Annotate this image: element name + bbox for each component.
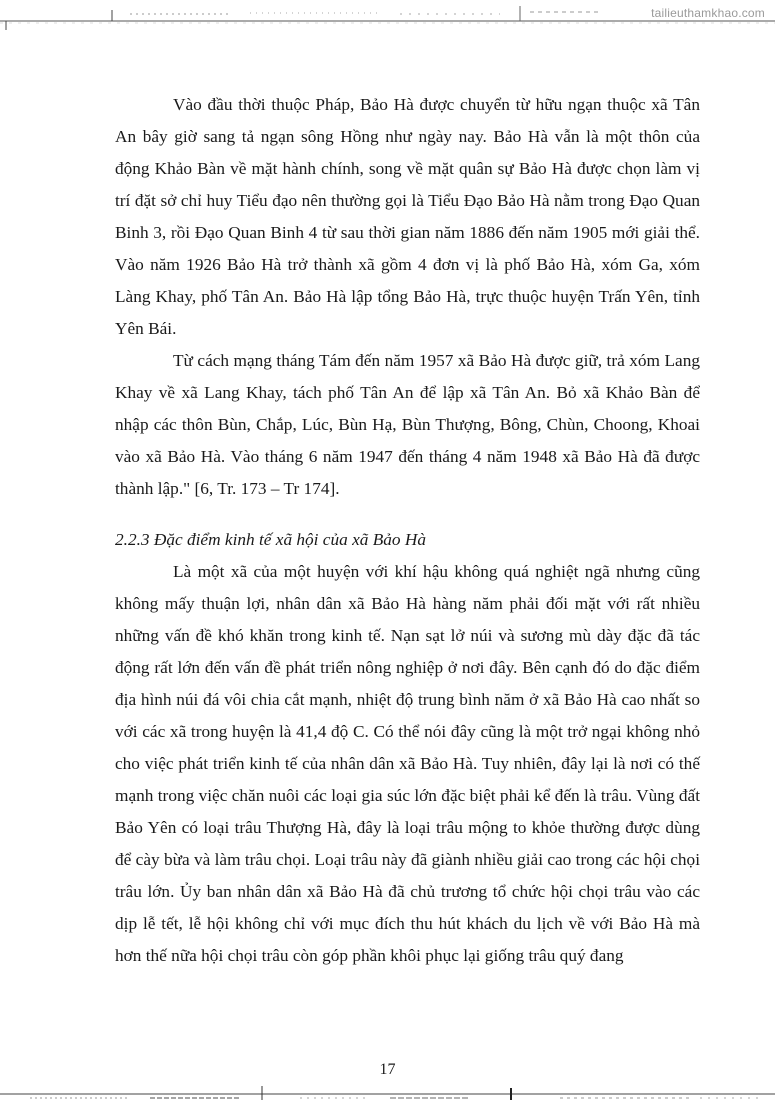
watermark-text: tailieuthamkhao.com (651, 6, 765, 20)
paragraph-history-revolution: Từ cách mạng tháng Tám đến năm 1957 xã Bảo Hà được giữ, trả xóm Lang Khay về xã Lang Khay, tách phố Tân An để lập xã Tân An. Bỏ xã Khảo Bàn để nhập các thôn Bùn, Chắp, Lúc, Bùn Hạ, Bùn Thượng, Bông, Chùn, Choong, Khoai vào xã Bảo Hà. Vào tháng 6 năm 1947 đến tháng 4 năm 1948 xã Bảo Hà đã được thành lập." [6, Tr. 173 – Tr 174]. (115, 351, 700, 498)
section-heading: 2.2.3 Đặc điểm kinh tế xã hội của xã Bảo Hà (115, 530, 426, 549)
paragraph-history-french: Vào đầu thời thuộc Pháp, Bảo Hà được chuyển từ hữu ngạn thuộc xã Tân An bây giờ sang tả ngạn sông Hồng như ngày nay. Bảo Hà vẫn là một thôn của động Khảo Bàn về mặt hành chính, song về mặt quân sự Bảo Hà được chọn làm vị trí đặt sở chỉ huy Tiểu đạo nên thường gọi là Tiểu Đạo Bảo Hà nằm trong Đạo Quan Binh 3, rồi Đạo Quan Binh 4 từ sau thời gian năm 1886 đến năm 1905 mới giải thể. Vào năm 1926 Bảo Hà trở thành xã gồm 4 đơn vị là phố Bảo Hà, xóm Ga, xóm Làng Khay, phố Tân An. Bảo Hà lập tổng Bảo Hà, trực thuộc huyện Trấn Yên, tỉnh Yên Bái. (115, 95, 700, 338)
document-body (115, 89, 700, 972)
bottom-scan-border (0, 1080, 775, 1116)
page-number: 17 (379, 1061, 396, 1078)
paragraph-economy: Là một xã của một huyện với khí hậu không quá nghiệt ngã nhưng cũng không mấy thuận lợi, nhân dân xã Bảo Hà hàng năm phải đối mặt với rất nhiều những vấn đề khó khăn trong kinh tế. Nạn sạt lở núi và sương mù dày đặc đã tác động rất lớn đến vấn đề phát triển nông nghiệp ở nơi đây. Bên cạnh đó do đặc điểm địa hình núi đá vôi chia cắt mạnh, nhiệt độ trung bình năm ở xã Bảo Hà cao nhất so với các xã trong huyện là 41,4 độ C. Có thể nói đây cũng là một trở ngại không nhỏ cho việc phát triển kinh tế của nhân dân xã Bảo Hà. Tuy nhiên, đây lại là nơi có thế mạnh trong việc chăn nuôi các loại gia súc lớn đặc biệt phải kể đến là trâu. Vùng đất Bảo Yên có loại trâu Thượng Hà, đây là loại trâu mộng to khỏe thường được dùng để cày bừa và làm trâu chọi. Loại trâu này đã giành nhiều giải cao trong các hội chọi trâu lớn. Ủy ban nhân dân xã Bảo Hà đã chủ trương tổ chức hội chọi trâu vào các dịp lễ tết, lễ hội không chỉ với mục đích thu hút khách du lịch về với Bảo Hà mà hơn thế nữa hội chọi trâu còn góp phần khôi phục lại giống trâu quý đang (115, 562, 700, 965)
